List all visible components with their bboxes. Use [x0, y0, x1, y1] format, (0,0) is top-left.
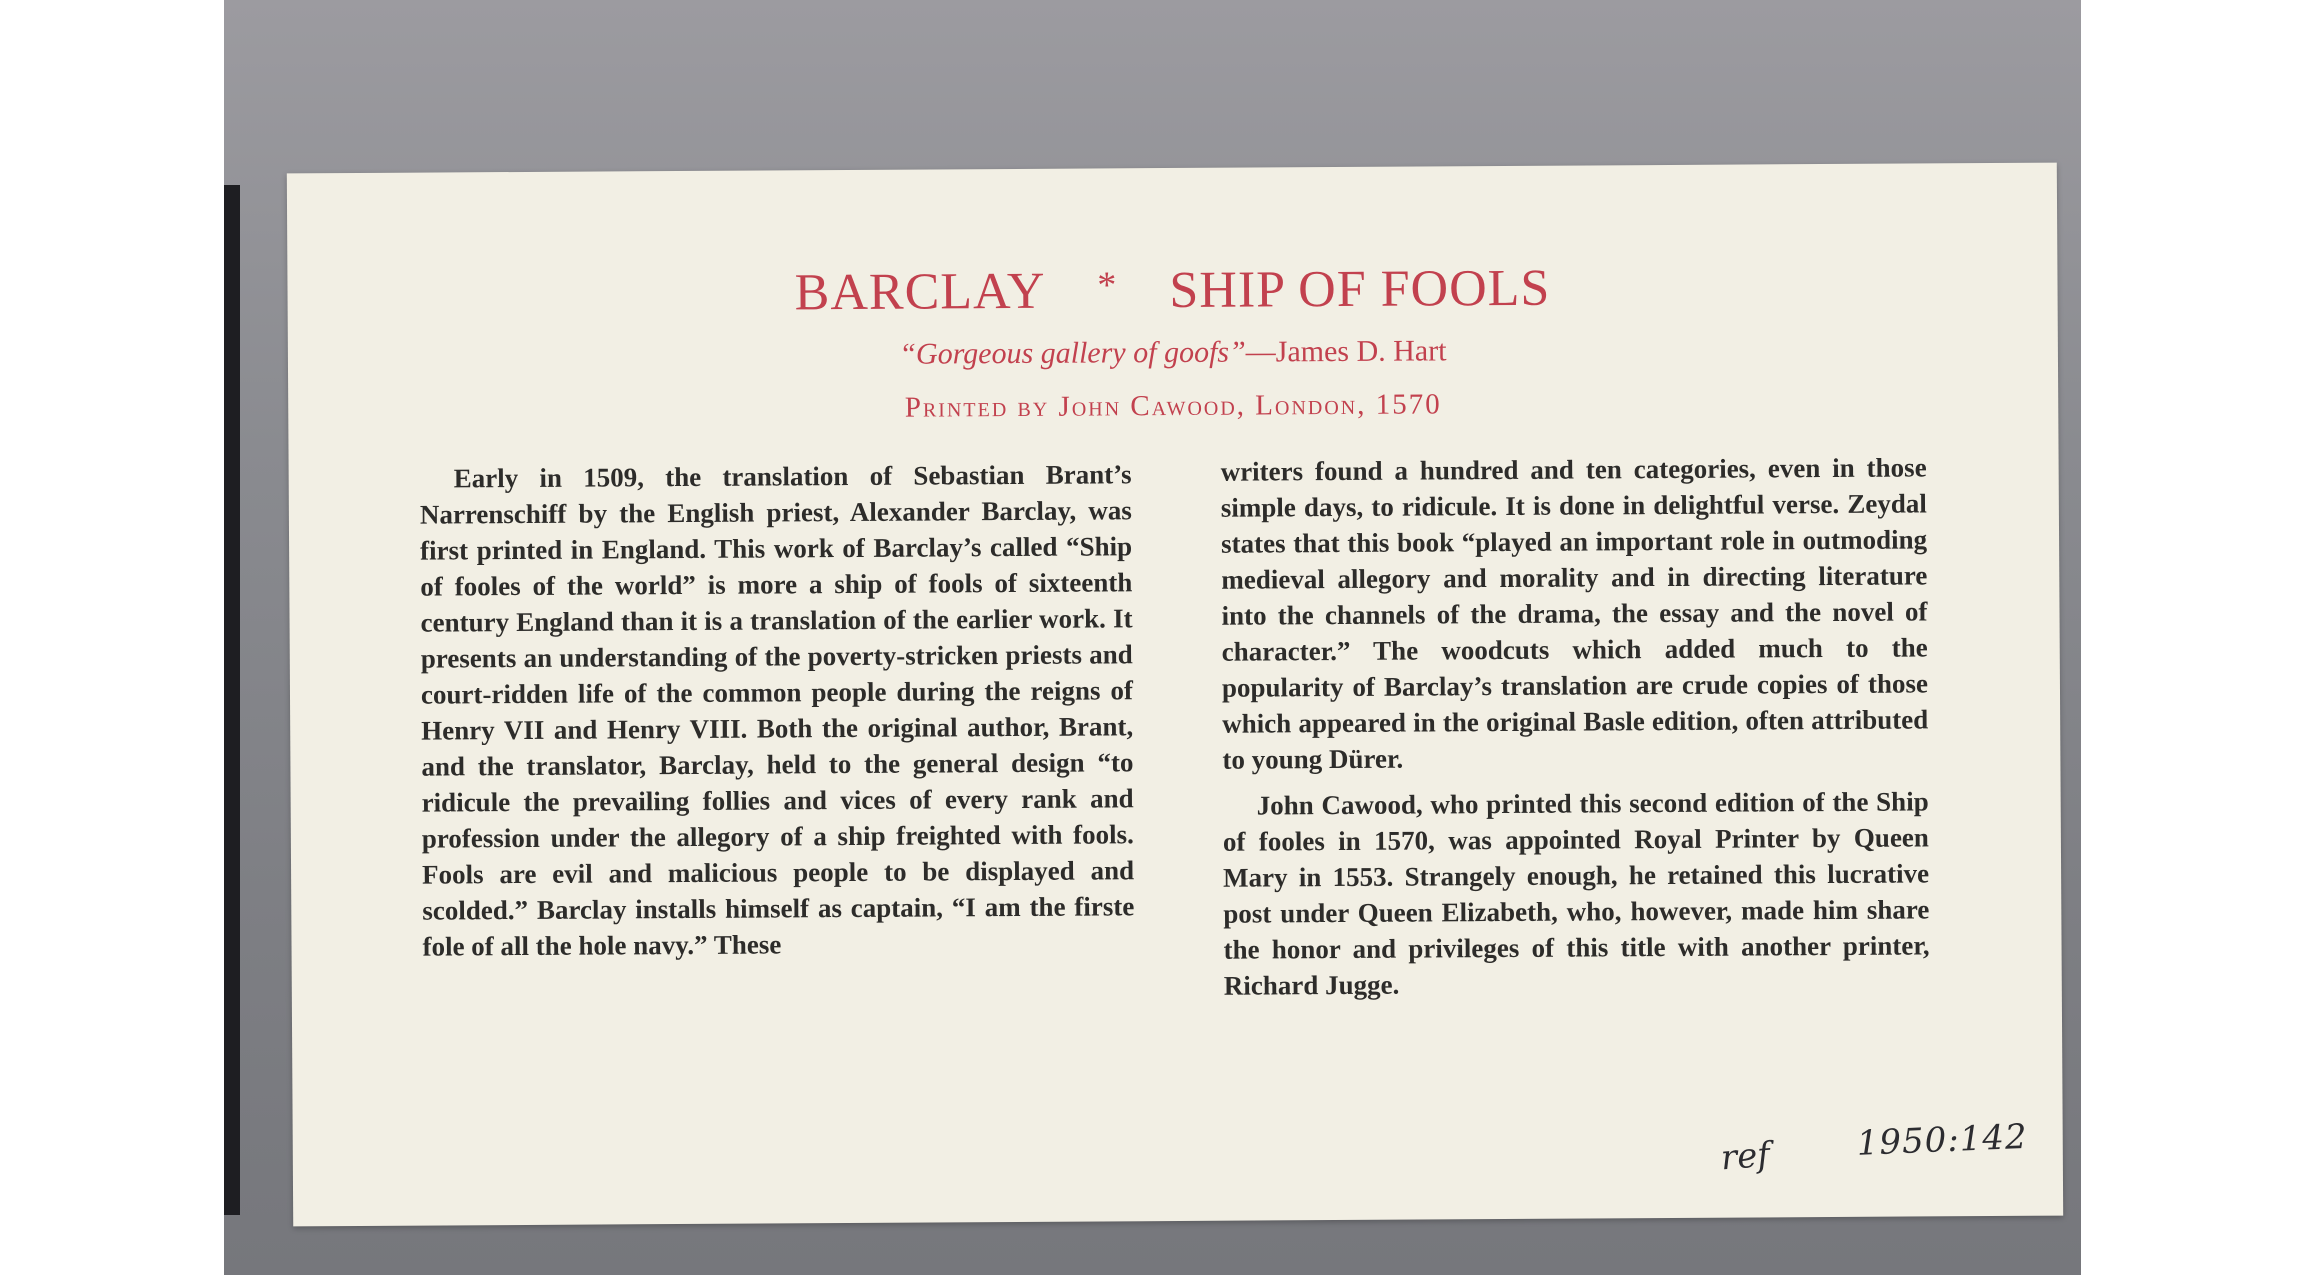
title-author: BARCLAY: [794, 262, 1046, 322]
card-title: [287, 256, 2057, 326]
paragraph-cawood: John Cawood, who printed this second edition of the Ship of fooles in 1570, was appointed Royal Printer by Queen Mary in 1553. Strangely enough, he retained this lucrative post under Queen Elizabeth, who, however, made him share the honor and privileges of this title with another printer, Richard Jugge.: [1222, 786, 1930, 1001]
paragraph-intro: Early in 1509, the translation of Sebastian Brant’s Narrenschiff by the English priest, Alexander Barclay, was first printed in England. This work of Barclay’s called “Ship of fooles of the world” is more a ship of fools of sixteenth century England than it is a translation of the earlier work. It presents an understanding of the poverty-stricken priests and court-ridden life of the common people during the reigns of Henry VII and Henry VIII. Both the original author, Brant, and the translator, Barclay, held to the general design “to ridicule the prevailing follies and vices of every rank and profession under the allegory of a ship freighted with fools. Fools are evil and malicious people to be displayed and scolded.” Barclay installs himself as captain, “I am the firste fole of all the hole navy.” These: [419, 459, 1135, 962]
handwritten-accession-number: 1950:142: [1855, 1116, 2029, 1164]
title-star-ornament: *: [1097, 264, 1118, 307]
description-card: [287, 163, 2063, 1227]
binder-edge: [224, 185, 240, 1215]
title-book: SHIP OF FOOLS: [1169, 259, 1551, 320]
handwritten-ref-note: ref: [1719, 1134, 1772, 1179]
printer-line: Printed by John Cawood, London, 1570: [904, 388, 1442, 424]
paragraph-continued: writers found a hundred and ten categories, even in those simple days, to ridicule. It is done in delightful verse. Zeydal states that this book “played an important role in outmoding medieval allegory and morality and in directing literature into the channels of the drama, the essay and the novel of character.” The woodcuts which added much to the popularity of Barclay’s translation are crude copies of those which appeared in the original Basle edition, often attributed to young Dürer.: [1220, 452, 1929, 775]
subtitle-quote: “Gorgeous gallery of goofs”: [899, 335, 1246, 371]
left-text-column: [420, 456, 1135, 964]
right-text-column: [1221, 449, 1930, 1003]
card-subtitle: [288, 331, 2058, 376]
subtitle-author: —James D. Hart: [1245, 334, 1447, 369]
photo-background: [224, 0, 2081, 1275]
